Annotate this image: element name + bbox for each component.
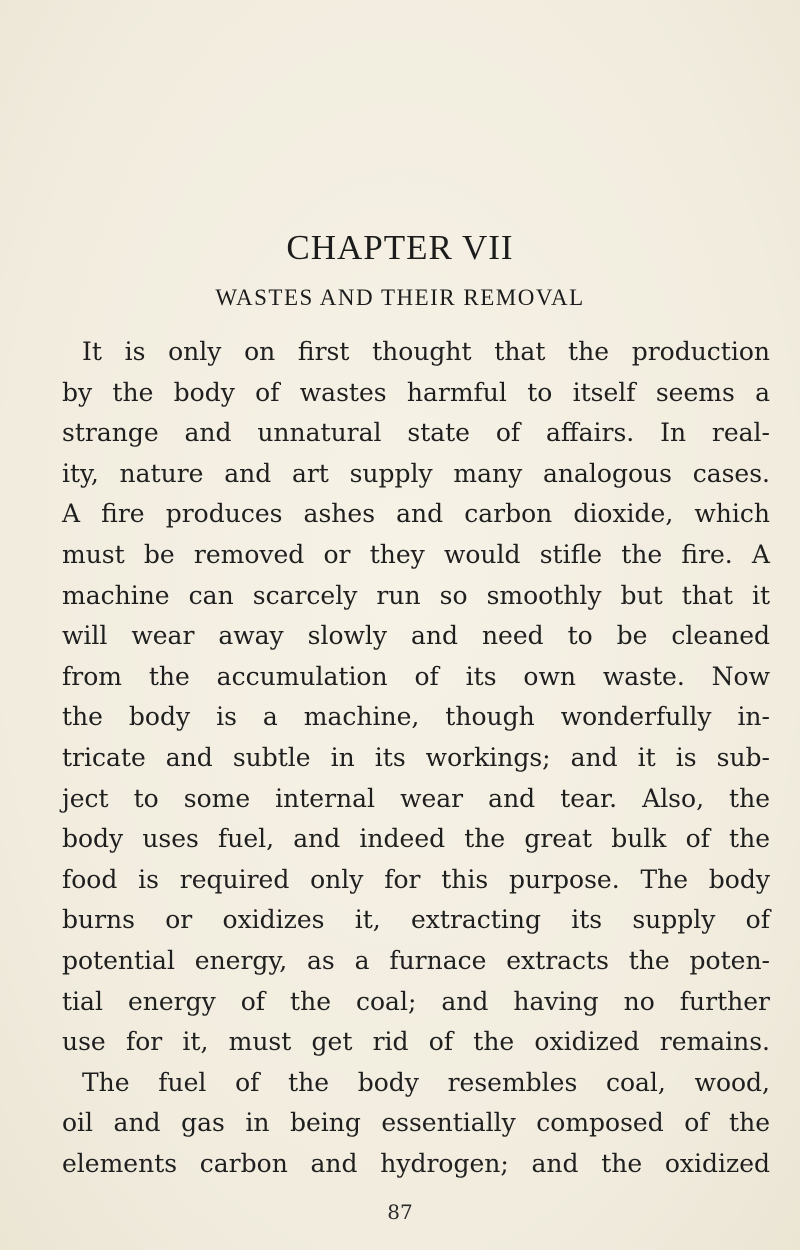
chapter-subtitle: WASTES AND THEIR REMOVAL — [215, 285, 585, 310]
text-line: from the accumulation of its own waste. Now — [62, 661, 770, 691]
body-paragraphs — [62, 332, 770, 1184]
page-number: 87 — [387, 1200, 413, 1224]
text-line: must be removed or they would stifle the fire. A — [62, 539, 770, 569]
text-line: tricate and subtle in its workings; and it is sub- — [62, 742, 770, 772]
text-line: machine can scarcely run so smoothly but that it — [62, 580, 770, 610]
text-line: A fire produces ashes and carbon dioxide, which — [62, 499, 770, 529]
text-line: It is only on first thought that the production — [82, 337, 770, 366]
text-line: will wear away slowly and need to be cleaned — [62, 621, 770, 651]
text-line: oil and gas in being essentially composed of the — [62, 1108, 770, 1138]
text-line: burns or oxidizes it, extracting its supply of — [62, 905, 770, 935]
chapter-heading: CHAPTER VII — [286, 228, 514, 267]
text-line: the body is a machine, though wonderfully in- — [62, 702, 770, 732]
text-line: strange and unnatural state of affairs. In real- — [62, 418, 770, 448]
text-line: by the body of wastes harmful to itself seems a — [62, 377, 770, 407]
text-line: potential energy, as a furnace extracts the poten- — [62, 945, 770, 975]
text-line: use for it, must get rid of the oxidized remains. — [62, 1027, 770, 1057]
text-line: The fuel of the body resembles coal, wood, — [82, 1067, 770, 1097]
text-line: elements carbon and hydrogen; and the oxidized — [62, 1148, 770, 1178]
text-line: food is required only for this purpose. The body — [62, 864, 770, 894]
text-line: ject to some internal wear and tear. Also, the — [62, 783, 770, 813]
text-line: ity, nature and art supply many analogous cases. — [62, 458, 770, 488]
text-line: body uses fuel, and indeed the great bulk of the — [62, 824, 770, 854]
text-line: tial energy of the coal; and having no further — [62, 986, 770, 1016]
